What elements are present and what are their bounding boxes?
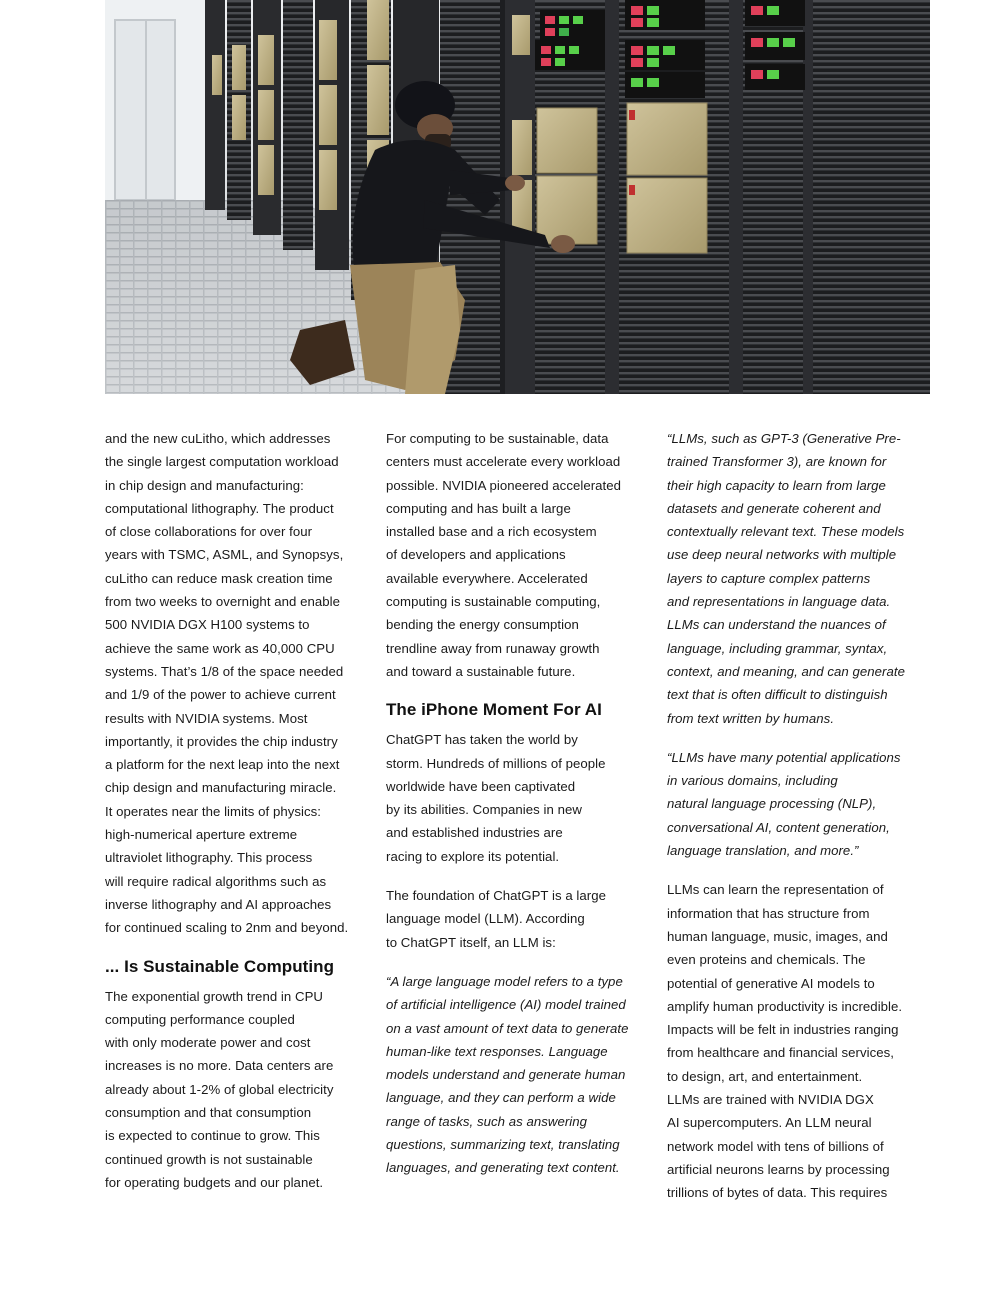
datacenter-illustration (105, 0, 930, 394)
column3-quote-1: “LLMs, such as GPT-3 (Generative Pre- trained Transformer 3), are known for their high capacity to learn from large datasets and generate coherent and contextually relevant text. These models use deep neural networks with multiple layers to capture complex patterns and representations in language data. LLMs can understand the nuances of language, including grammar, syntax, context, and meaning, and can generate text that is often difficult to distinguish from text written by humans. (667, 431, 905, 726)
column-3 (667, 427, 930, 1221)
column3-quote-2: “LLMs have many potential applications in various domains, including natural language processing (NLP), conversational AI, content generation, language translation, and more.” (667, 749, 901, 859)
column-2 (386, 427, 649, 1221)
column2-paragraph-3: The foundation of ChatGPT is a large language model (LLM). According to ChatGPT itself, an LLM is: (386, 888, 607, 950)
section-heading-iphone-moment: The iPhone Moment For AI (386, 700, 602, 720)
column2-quote: “A large language model refers to a type of artificial intelligence (AI) model trained on a vast amount of text data to generate human-like text responses. Language models understand and generate human language, and they can perform a wide range of tasks, such as answering questions, summarizing text, translating languages, and generating text content. (386, 973, 629, 1176)
hero-photo (105, 0, 930, 394)
column2-paragraph-2: ChatGPT has taken the world by storm. Hundreds of millions of people worldwide have been captivated by its abilities. Companies in new and established industries are racing to explore its potential. (386, 732, 606, 864)
article-columns (105, 427, 930, 1221)
column1-paragraph-2: The exponential growth trend in CPU computing performance coupled with only moderate power and cost increases is no more. Data centers are already about 1-2% of global electricity consumption and that consumption is expected to continue to grow. This continued growth is not sustainable for operating budgets and our planet. (105, 988, 334, 1190)
section-heading-sustainable-computing: ... Is Sustainable Computing (105, 956, 335, 976)
column3-paragraph-1: LLMs can learn the representation of information that has structure from human language, music, images, and even proteins and chemicals. The potential of generative AI models to amplify human productivity is incredible. Impacts will be felt in industries ranging from healthcare and financial services, to design, art, and entertainment. LLMs are trained with NVIDIA DGX AI supercomputers. An LLM neural network model with tens of billions of artificial neurons learns by processing trillions of bytes of data. This requires (667, 882, 903, 1201)
column-1 (105, 427, 368, 1221)
column2-paragraph-1: For computing to be sustainable, data centers must accelerate every workload possible. NVIDIA pioneered accelerated computing and has built a large installed base and a rich ecosystem of developers and applications available everywhere. Accelerated computing is sustainable computing, bending the energy consumption trendline away from runaway growth and toward a sustainable future. (386, 431, 622, 679)
column1-paragraph-1: and the new cuLitho, which addresses the single largest computation workload in chip design and manufacturing: computational lithography. The product of close collaborations for over four years with TSMC, ASML, and Synopsys, cuLitho can reduce mask creation time from two weeks to overnight and enable 500 NVIDIA DGX H100 systems to achieve the same work as 40,000 CPU systems. That’s 1/8 of the space needed and 1/9 of the power to achieve current results with NVIDIA systems. Most importantly, it provides the chip industry a platform for the next leap into the next chip design and manufacturing miracle. It operates near the limits of physics: high-numerical aperture extreme ultraviolet lithography. This process will require radical algorithms such as inverse lithography and AI approaches for continued scaling to 2nm and beyond. (105, 431, 349, 936)
